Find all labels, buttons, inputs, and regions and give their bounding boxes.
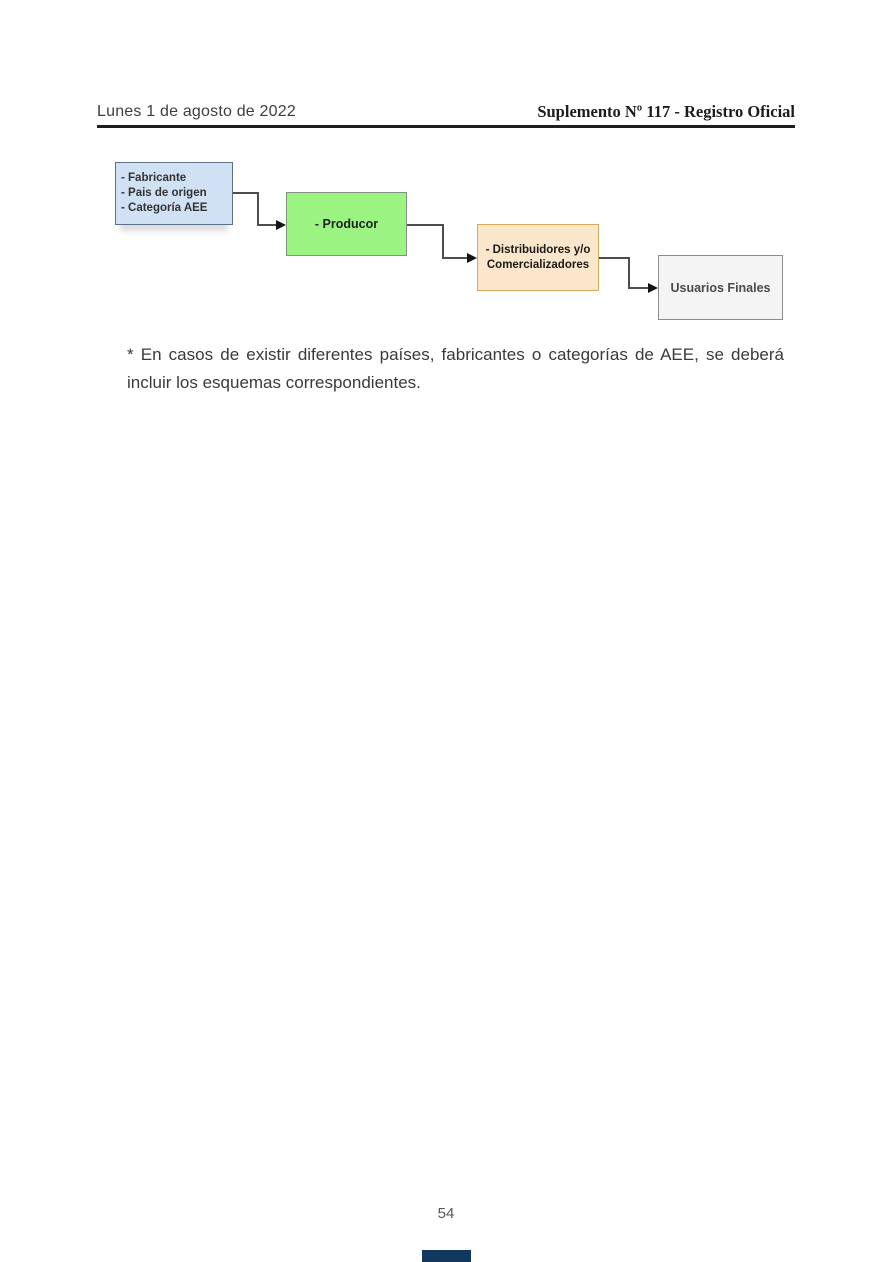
footer-accent-bar [422,1250,471,1262]
arrow-origin-to-producer [233,193,277,225]
node-line: Comercializadores [486,258,590,271]
node-line: - Distribuidores y/o [485,243,591,256]
node-line: - Categoría AEE [121,202,208,214]
node-distribuidores-comercializadores [477,224,599,291]
page-number: 54 [437,1205,455,1222]
arrowhead-producer [276,220,286,230]
node-usuarios-finales [658,255,783,320]
node-fabricante-origen-categoria [115,162,233,225]
arrowhead-distributors [467,253,477,263]
process-flow-diagram [0,0,892,400]
arrow-distributors-to-users [599,258,649,288]
header-date: Lunes 1 de agosto de 2022 [97,103,296,120]
node-label: Usuarios Finales [670,280,771,295]
footnote-line: * En casos de existir diferentes países, fabricantes o categorías de AEE, se deberá [127,345,784,364]
header-publication: Suplemento Nº 117 - Registro Oficial [537,102,795,121]
node-producor [286,192,407,256]
footnote-line: incluir los esquemas correspondientes. [127,373,421,392]
node-line: - Pais de origen [121,187,207,199]
node-line: - Fabricante [121,172,187,184]
footnote-text [127,341,784,397]
arrow-producer-to-distributors [407,225,468,258]
arrowhead-users [648,283,658,293]
node-label: - Producor [314,217,379,231]
